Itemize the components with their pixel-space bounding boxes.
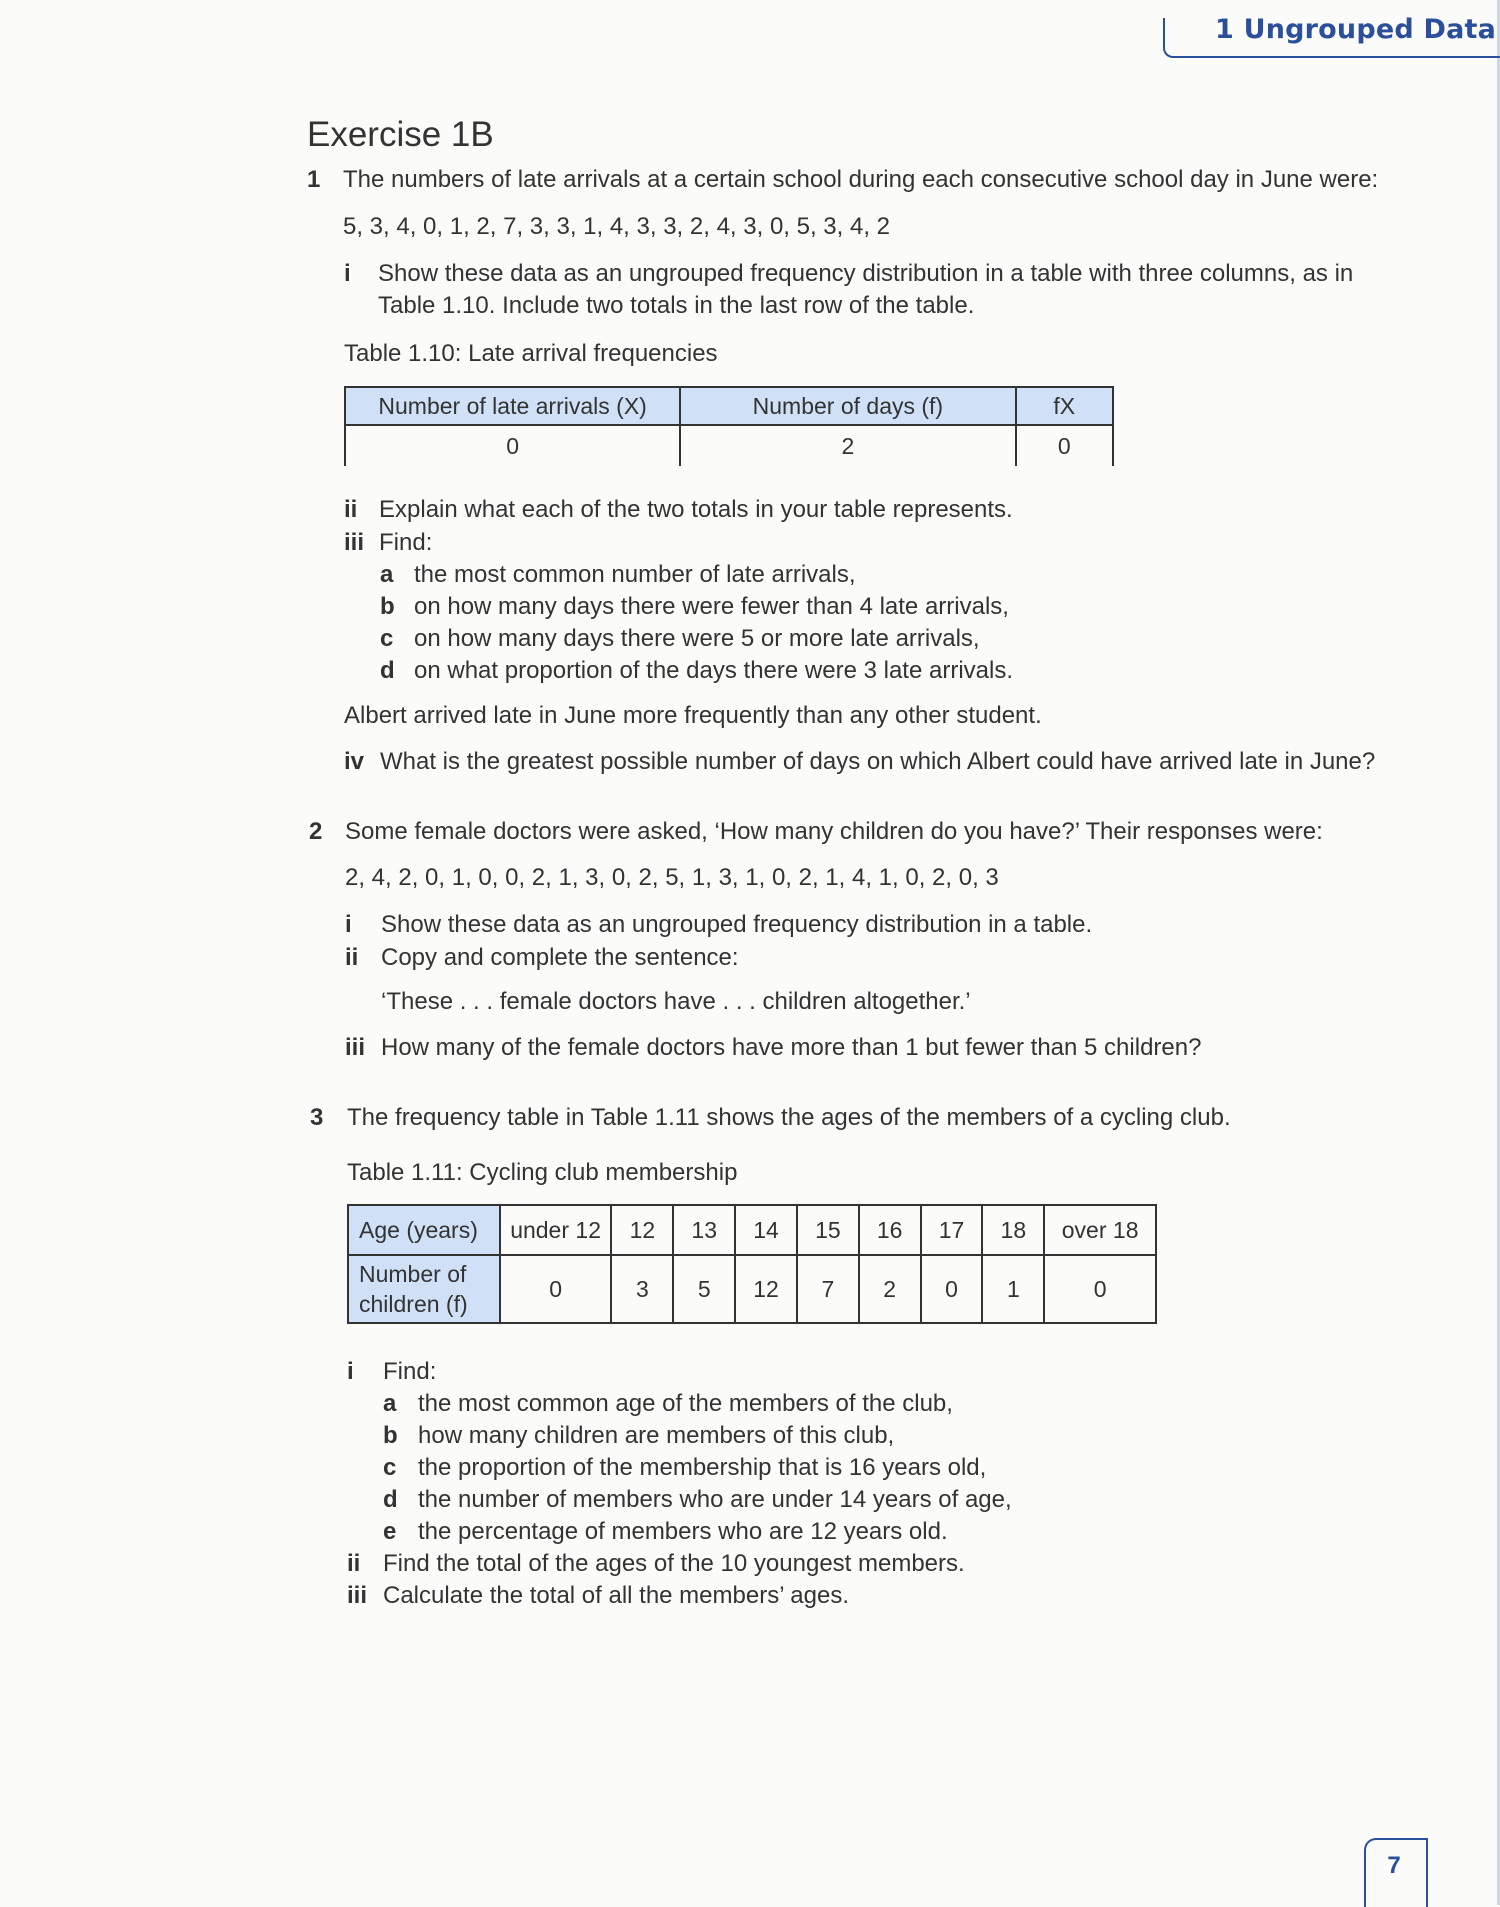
- age-cell: 14: [735, 1205, 797, 1255]
- q3-i-c-label: c: [383, 1454, 397, 1481]
- q1-iii-b-text: on how many days there were fewer than 4 late arrivals,: [414, 593, 1009, 620]
- q1-number: 1: [307, 166, 321, 193]
- q2-number: 2: [309, 818, 323, 845]
- q3-i-label: i: [347, 1358, 354, 1385]
- age-cell: under 12: [500, 1205, 612, 1255]
- age-cell: 12: [611, 1205, 673, 1255]
- page-number: 7: [1387, 1852, 1401, 1879]
- count-cell: 3: [611, 1255, 673, 1323]
- col-header-days: [680, 387, 1015, 425]
- q2-i-label: i: [345, 911, 352, 938]
- age-cell: 13: [673, 1205, 735, 1255]
- q2-text: Some female doctors were asked, ‘How many children do you have?’ Their responses were:: [345, 818, 1323, 845]
- q2-i-text: Show these data as an ungrouped frequency distribution in a table.: [381, 911, 1093, 938]
- age-cell: 18: [982, 1205, 1044, 1255]
- q1-iii-c-label: c: [380, 625, 394, 652]
- q1-iv-text: What is the greatest possible number of days on which Albert could have arrived late in June?: [380, 748, 1376, 775]
- q3-text: The frequency table in Table 1.11 shows the ages of the members of a cycling club.: [347, 1104, 1231, 1131]
- q1-iii-b-label: b: [380, 593, 395, 620]
- table-1-10-caption: Table 1.10: Late arrival frequencies: [344, 340, 718, 367]
- q1-iii-label: iii: [344, 529, 365, 556]
- age-cell: 16: [859, 1205, 921, 1255]
- q1-i-line2: Table 1.10. Include two totals in the last row of the table.: [378, 292, 975, 319]
- count-cell: 7: [797, 1255, 859, 1323]
- age-cell: over 18: [1044, 1205, 1156, 1255]
- q3-iii-label: iii: [347, 1582, 368, 1609]
- q2-iii-label: iii: [345, 1034, 366, 1061]
- q1-i-line1: Show these data as an ungrouped frequency distribution in a table with three columns, as in: [378, 260, 1354, 287]
- col-header-late-arrivals-text: Number of late arrivals (X): [378, 392, 647, 419]
- col-header-days-text: Number of days (f): [752, 392, 944, 419]
- chapter-title: 1 Ungrouped Data: [1215, 14, 1497, 45]
- q2-sentence: ‘These . . . female doctors have . . . children altogether.’: [381, 988, 971, 1015]
- q3-number: 3: [310, 1104, 324, 1131]
- q3-i-b-label: b: [383, 1422, 398, 1449]
- row-header-line2: children (f): [359, 1291, 468, 1317]
- q1-iv-label: iv: [344, 748, 365, 775]
- q1-albert-statement: Albert arrived late in June more frequently than any other student.: [344, 702, 1042, 729]
- late-arrival-table: [344, 386, 1114, 466]
- table-1-11-caption: Table 1.11: Cycling club membership: [347, 1159, 738, 1186]
- count-cell: 2: [859, 1255, 921, 1323]
- q1-iii-d-label: d: [380, 657, 395, 684]
- q3-i-text: Find:: [383, 1358, 437, 1385]
- row-header-number-of-children: [348, 1255, 500, 1323]
- q3-ii-label: ii: [347, 1550, 361, 1577]
- q3-i-e-label: e: [383, 1518, 397, 1545]
- row-header-age: Age (years): [348, 1205, 500, 1255]
- col-header-fx-text: fX: [1053, 392, 1076, 419]
- cycling-club-table: [347, 1204, 1157, 1324]
- cell-days: 2: [680, 425, 1015, 466]
- count-cell: 5: [673, 1255, 735, 1323]
- q3-i-c-text: the proportion of the membership that is 16 years old,: [418, 1454, 987, 1481]
- q3-i-d-text: the number of members who are under 14 years of age,: [418, 1486, 1012, 1513]
- q3-i-a-label: a: [383, 1390, 397, 1417]
- count-cell: 1: [982, 1255, 1044, 1323]
- q1-data: 5, 3, 4, 0, 1, 2, 7, 3, 3, 1, 4, 3, 3, 2, 4, 3, 0, 5, 3, 4, 2: [343, 213, 891, 240]
- q1-iii-text: Find:: [379, 529, 433, 556]
- count-cell: 12: [735, 1255, 797, 1323]
- q1-text: The numbers of late arrivals at a certain school during each consecutive school day in June were:: [343, 166, 1379, 193]
- exercise-title: Exercise 1B: [307, 115, 494, 154]
- q1-iii-a-text: the most common number of late arrivals,: [414, 561, 856, 588]
- age-cell: 15: [797, 1205, 859, 1255]
- q3-i-d-label: d: [383, 1486, 398, 1513]
- q2-ii-label: ii: [345, 944, 359, 971]
- q3-iii-text: Calculate the total of all the members’ ages.: [383, 1582, 850, 1609]
- col-header-late-arrivals: [345, 387, 680, 425]
- age-cell: 17: [921, 1205, 983, 1255]
- q1-ii-text: Explain what each of the two totals in your table represents.: [379, 496, 1013, 523]
- q3-ii-text: Find the total of the ages of the 10 youngest members.: [383, 1550, 965, 1577]
- count-cell: 0: [1044, 1255, 1156, 1323]
- count-cell: 0: [500, 1255, 612, 1323]
- q3-i-b-text: how many children are members of this club,: [418, 1422, 895, 1449]
- q1-iii-d-text: on what proportion of the days there were 3 late arrivals.: [414, 657, 1013, 684]
- q3-i-a-text: the most common age of the members of the club,: [418, 1390, 953, 1417]
- q2-ii-text: Copy and complete the sentence:: [381, 944, 739, 971]
- col-header-fx: [1016, 387, 1114, 425]
- q2-iii-text: How many of the female doctors have more than 1 but fewer than 5 children?: [381, 1034, 1202, 1061]
- cell-fx: 0: [1016, 425, 1114, 466]
- q1-ii-label: ii: [344, 496, 358, 523]
- q1-i-label: i: [344, 260, 351, 287]
- row-header-line1: Number of: [359, 1261, 467, 1287]
- q1-iii-c-text: on how many days there were 5 or more late arrivals,: [414, 625, 980, 652]
- q3-i-e-text: the percentage of members who are 12 years old.: [418, 1518, 948, 1545]
- count-cell: 0: [921, 1255, 983, 1323]
- q1-iii-a-label: a: [380, 561, 394, 588]
- q2-data: 2, 4, 2, 0, 1, 0, 0, 2, 1, 3, 0, 2, 5, 1, 3, 1, 0, 2, 1, 4, 1, 0, 2, 0, 3: [345, 864, 999, 891]
- cell-late-arrivals: 0: [345, 425, 680, 466]
